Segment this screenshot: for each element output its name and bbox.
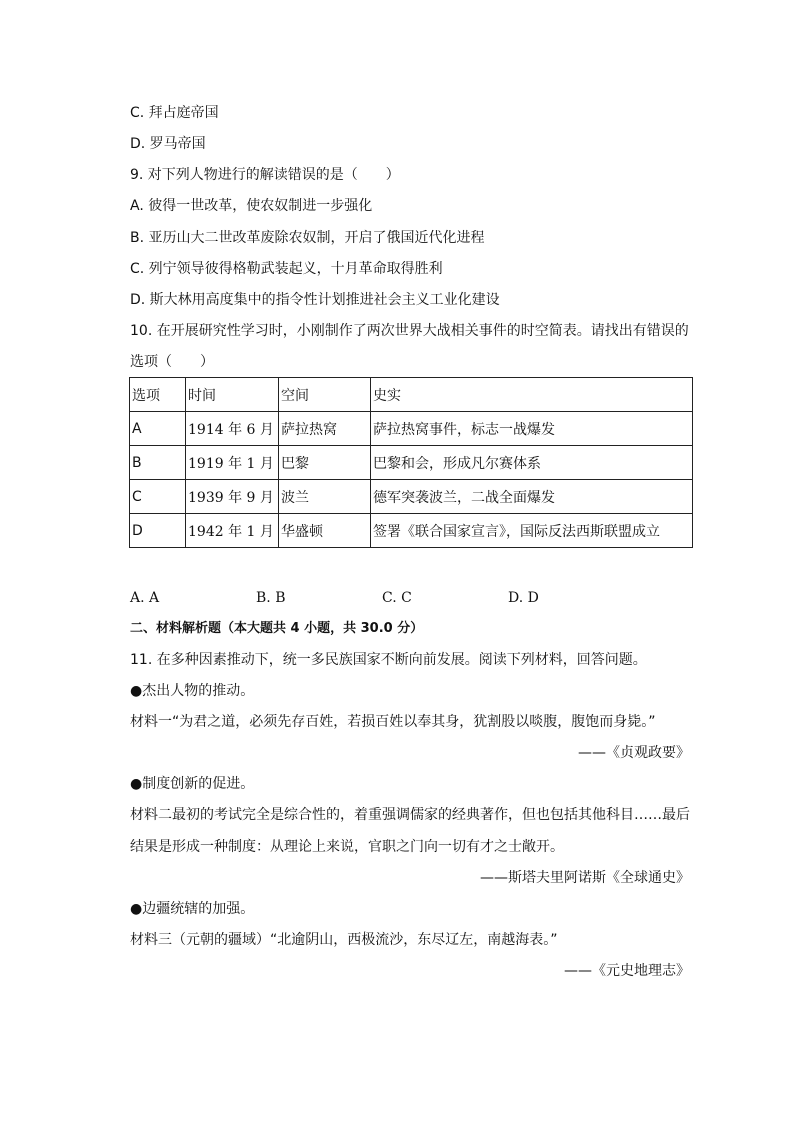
q9-option-b: B. 亚历山大二世改革废除农奴制，开启了俄国近代化进程 — [130, 230, 485, 246]
q9-option-d: D. 斯大林用高度集中的指令性计划推进社会主义工业化建设 — [130, 292, 500, 308]
table-cell: D — [130, 514, 186, 548]
q8-option-c: C. 拜占庭帝国 — [130, 105, 219, 121]
table-cell: 萨拉热窝 — [279, 412, 371, 446]
q10-option-b: B. B — [256, 590, 286, 606]
table-cell: 萨拉热窝事件，标志一战爆发 — [371, 412, 693, 446]
table-cell: B — [130, 446, 186, 480]
q9-option-c: C. 列宁领导彼得格勒武装起义，十月革命取得胜利 — [130, 261, 443, 277]
table-row — [130, 446, 693, 480]
table-row — [130, 480, 693, 514]
q9-option-a: A. 彼得一世改革，使农奴制进一步强化 — [130, 198, 373, 214]
table-row — [130, 514, 693, 548]
q11-material-2-line2: 结果是形成一种制度：从理论上来说，官职之门向一切有才之士敞开。 — [130, 839, 564, 855]
table-header-cell: 选项 — [130, 378, 186, 412]
q11-source-2: ——斯塔夫里阿诺斯《全球通史》 — [480, 870, 690, 886]
q11-bullet-1: ●杰出人物的推动。 — [130, 683, 255, 699]
q11-material-2-line1: 材料二最初的考试完全是综合性的，着重强调儒家的经典著作，但也包括其他科目……最后 — [130, 807, 690, 823]
q11-source-3: ——《元史地理志》 — [564, 963, 690, 979]
table-cell: 1942 年 1 月 — [186, 514, 279, 548]
table-header-cell: 空间 — [279, 378, 371, 412]
q10-option-a: A. A — [130, 590, 160, 606]
table-cell: 华盛顿 — [279, 514, 371, 548]
events-table — [129, 377, 693, 548]
table-header-cell: 史实 — [371, 378, 693, 412]
table-header-cell: 时间 — [186, 378, 279, 412]
table-cell: 巴黎和会，形成凡尔赛体系 — [371, 446, 693, 480]
q10-option-c: C. C — [382, 590, 412, 606]
table-cell: A — [130, 412, 186, 446]
q11-material-3: 材料三（元朝的疆域）“北逾阴山，西极流沙，东尽辽左，南越海表。” — [130, 932, 558, 948]
table-cell: 1939 年 9 月 — [186, 480, 279, 514]
table-row — [130, 412, 693, 446]
q11-bullet-3: ●边疆统辖的加强。 — [130, 901, 255, 917]
section2-title: 二、材料解析题（本大题共 4 小题，共 30.0 分） — [130, 621, 424, 636]
table-cell: 德军突袭波兰，二战全面爆发 — [371, 480, 693, 514]
table-cell: 1919 年 1 月 — [186, 446, 279, 480]
q8-option-d: D. 罗马帝国 — [130, 136, 206, 152]
table-cell: C — [130, 480, 186, 514]
q10-option-d: D. D — [508, 590, 539, 606]
table-cell: 波兰 — [279, 480, 371, 514]
table-cell: 1914 年 6 月 — [186, 412, 279, 446]
q10-stem-line1: 10. 在开展研究性学习时，小刚制作了两次世界大战相关事件的时空简表。请找出有错误的 — [130, 323, 689, 339]
q11-bullet-2: ●制度创新的促进。 — [130, 776, 255, 792]
q10-stem-line2: 选项（ ） — [130, 354, 214, 370]
table-cell: 巴黎 — [279, 446, 371, 480]
table-cell: 签署《联合国家宣言》，国际反法西斯联盟成立 — [371, 514, 693, 548]
table-header-row — [130, 378, 693, 412]
q11-source-1: ——《贞观政要》 — [578, 745, 690, 761]
q11-material-1: 材料一“为君之道，必须先存百姓，若损百姓以奉其身，犹割股以啖腹，腹饱而身毙。” — [130, 714, 656, 730]
q11-stem: 11. 在多种因素推动下，统一多民族国家不断向前发展。阅读下列材料，回答问题。 — [130, 652, 647, 668]
q9-stem: 9. 对下列人物进行的解读错误的是（ ） — [130, 167, 400, 183]
